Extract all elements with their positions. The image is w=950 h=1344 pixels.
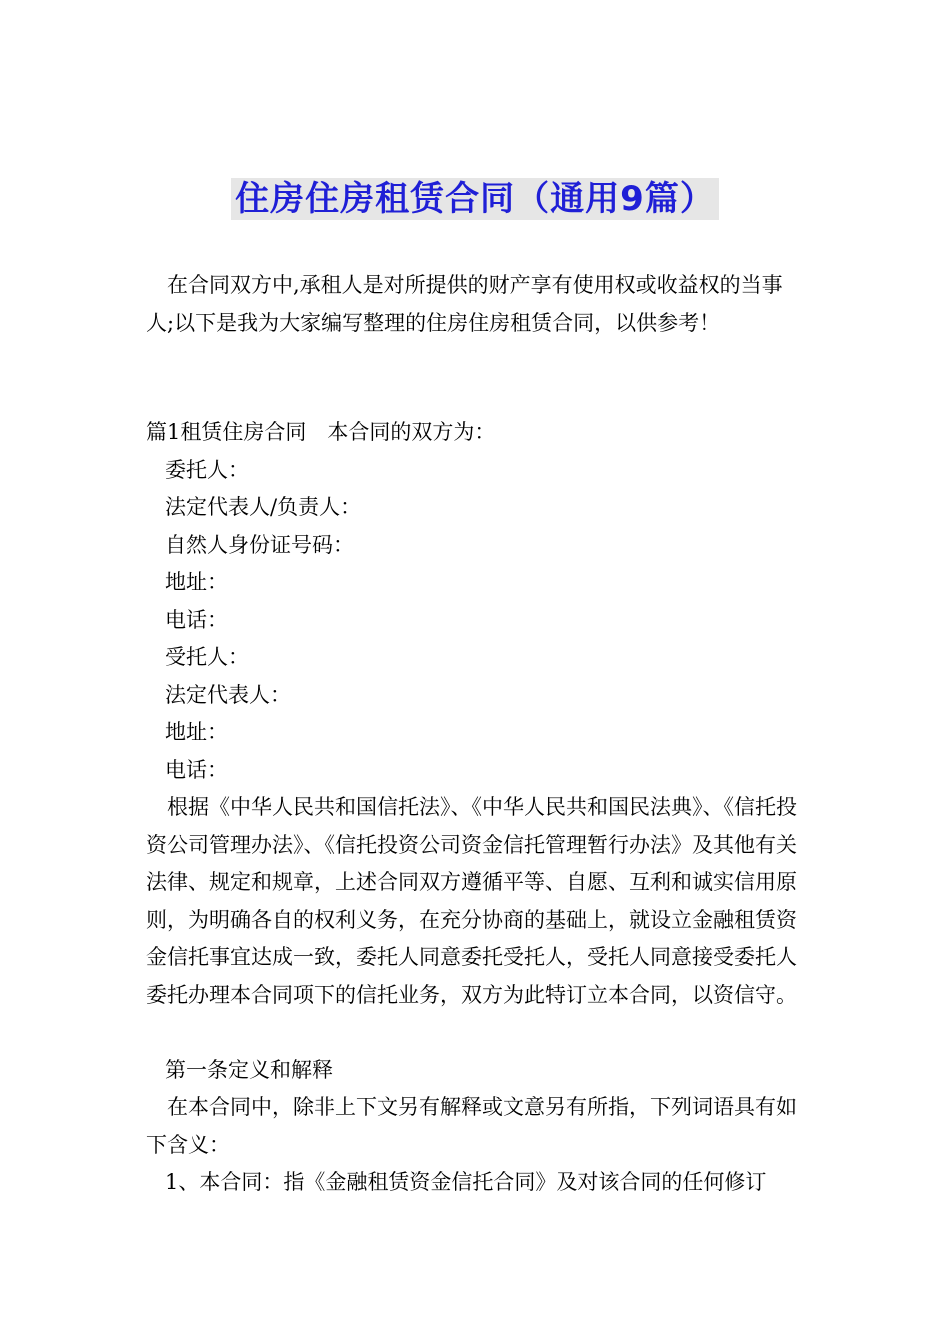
field-trustee: 受托人： [165, 645, 249, 669]
preamble-paragraph: 根据《中华人民共和国信托法》、《中华人民共和国民法典》、《信托投资公司管理办法》、《信托投资公司资金信托管理暂行办法》及其他有关法律、规定和规章，上述合同双方遵循平等、自愿、互利和诚实信用原则，为明确各自的权利义务，在充分协商的基础上，就设立金融租赁资金信托事宜达成一致，委托人同意委托受托人，受托人同意接受委托人委托办理本合同项下的信托业务，双方为此特订立本合同，以资信守。 [146, 795, 797, 1007]
field-legal-rep-principal: 法定代表人/负责人： [165, 495, 362, 519]
field-principal: 委托人： [165, 458, 249, 482]
article1-item1: 1、本合同：指《金融租赁资金信托合同》及对该合同的任何修订 [165, 1170, 767, 1194]
title-wrap [0, 178, 950, 220]
field-address-principal: 地址： [165, 570, 228, 594]
field-address-trustee: 地址： [165, 720, 228, 744]
article1-intro: 在本合同中，除非上下文另有解释或文意另有所指，下列词语具有如下含义： [146, 1095, 797, 1157]
field-phone-trustee: 电话： [165, 758, 228, 782]
intro-paragraph: 在合同双方中,承租人是对所提供的财产享有使用权或收益权的当事人;以下是我为大家编写整理的住房住房租赁合同，以供参考！ [146, 273, 783, 335]
article1-title: 第一条定义和解释 [165, 1058, 333, 1082]
field-id-number: 自然人身份证号码： [165, 533, 354, 557]
section-heading: 篇1租赁住房合同 本合同的双方为： [146, 420, 496, 444]
field-legal-rep-trustee: 法定代表人： [165, 683, 291, 707]
field-phone-principal: 电话： [165, 608, 228, 632]
document-title: 住房住房租赁合同（通用9篇） [231, 178, 719, 220]
